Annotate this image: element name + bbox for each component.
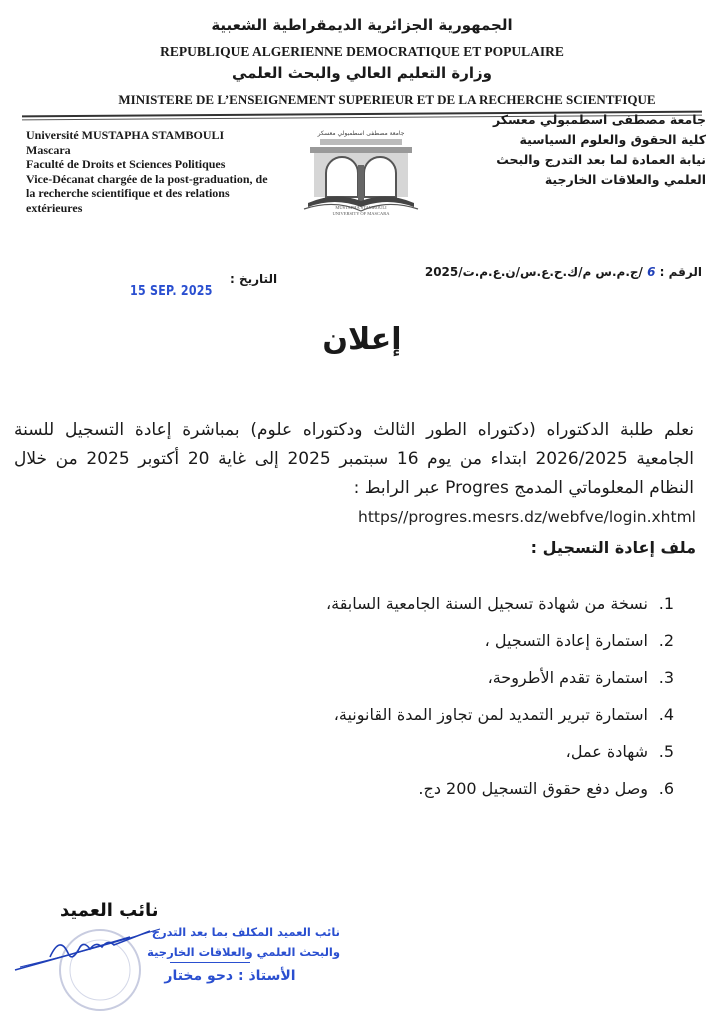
requirement-number: 5. <box>658 742 674 761</box>
requirement-item <box>174 622 674 659</box>
requirement-text: استمارة تقدم الأطروحة، <box>487 668 648 687</box>
signatory-stamp <box>100 922 340 962</box>
reference-code: /ج.م.س م/ك.ح.ع.س/ن.ع.م.ت/2025 <box>424 265 643 279</box>
stamp-underline <box>170 962 250 963</box>
announcement-body: نعلم طلبة الدكتوراه (دكتوراه الطور الثالث ودكتوراه علوم) بمباشرة إعادة التسجيل للسنة الجامعية 2026/2025 ابتداء من يوم 16 سبتمبر 2025 إلى غاية 20 أكتوبر 2025 من خلال النظام المعلوماتي المدمج Progres عبر الرابط : <box>14 420 695 498</box>
institution-fr-line: extérieures <box>26 200 83 215</box>
announcement-title: إعلان <box>322 322 402 357</box>
ministry-arabic-heading: وزارة التعليم العالي والبحث العلمي <box>231 64 493 82</box>
requirement-text: شهادة عمل، <box>565 742 648 761</box>
requirement-number: 6. <box>658 779 674 798</box>
institution-ar-line: نيابة العمادة لما بعد التدرج والبحث <box>496 152 706 167</box>
institution-fr-line: la recherche scientifique et des relations <box>26 186 230 200</box>
institution-fr-line: Mascara <box>26 142 71 157</box>
requirement-text: وصل دفع حقوق التسجيل 200 دج. <box>418 779 648 798</box>
stamp-line: والبحث العلمي والعلاقات الخارجية <box>147 945 340 959</box>
requirement-item <box>174 770 674 807</box>
institution-french-block <box>26 128 296 215</box>
requirement-text: استمارة إعادة التسجيل ، <box>484 631 648 650</box>
signatory-title: نائب العميد <box>60 900 159 921</box>
ministry-french-heading: MINISTERE DE L’ENSEIGNEMENT SUPERIEUR ET DE LA RECHERCHE SCIENTFIQUE <box>118 92 656 107</box>
file-heading: ملف إعادة التسجيل : <box>530 538 696 557</box>
institution-ar-line: جامعة مصطفى اسطمبولي معسكر <box>493 112 706 127</box>
date-label: التاريخ : <box>230 272 278 286</box>
logo-banner-text: جامعة مصطفى اسطمبولي معسكر <box>317 130 405 137</box>
institution-ar-line: العلمي والعلاقات الخارجية <box>544 172 706 187</box>
requirement-item <box>174 733 674 770</box>
date-stamp: 15 SEP. 2025 <box>130 284 213 299</box>
requirement-item <box>174 659 674 696</box>
institution-fr-line: Université MUSTAPHA STAMBOULI <box>26 128 225 142</box>
requirement-number: 1. <box>658 594 674 613</box>
logo-caption: UNIVERSITY OF MASCARA <box>332 211 390 216</box>
requirement-text: نسخة من شهادة تسجيل السنة الجامعية السابقة، <box>325 594 648 613</box>
reference-number <box>425 265 702 279</box>
progres-url-link[interactable]: https//progres.mesrs.dz/webfve/login.xhtml <box>358 508 696 526</box>
requirement-item <box>174 585 674 622</box>
logo-caption: MUSTAPHA STAMBOULI <box>335 205 387 210</box>
requirement-item <box>174 696 674 733</box>
requirements-list <box>174 585 674 807</box>
republic-french-heading: REPUBLIQUE ALGERIENNE DEMOCRATIQUE ET POPULAIRE <box>160 44 564 59</box>
requirement-text: استمارة تبرير التمديد لمن تجاوز المدة القانونية، <box>333 705 648 724</box>
institution-ar-line: كلية الحقوق والعلوم السياسية <box>519 132 706 147</box>
signatory-name: الأستاذ : دحو مختار <box>164 968 296 984</box>
stamp-line: نائب العميد المكلف بما بعد التدرج <box>151 925 340 939</box>
institution-fr-line: Vice-Décanat chargée de la post-graduation, de <box>26 171 268 186</box>
republic-arabic-heading: الجمهورية الجزائرية الديمقراطية الشعبية <box>211 16 513 34</box>
institution-fr-line: Faculté de Droits et Sciences Politiques <box>26 157 226 171</box>
institution-arabic-block <box>476 110 706 190</box>
requirement-number: 2. <box>658 631 674 650</box>
reference-handwritten-number: 6 <box>647 265 656 279</box>
requirement-number: 3. <box>658 668 674 687</box>
requirement-number: 4. <box>658 705 674 724</box>
reference-label: الرقم : <box>659 265 702 279</box>
